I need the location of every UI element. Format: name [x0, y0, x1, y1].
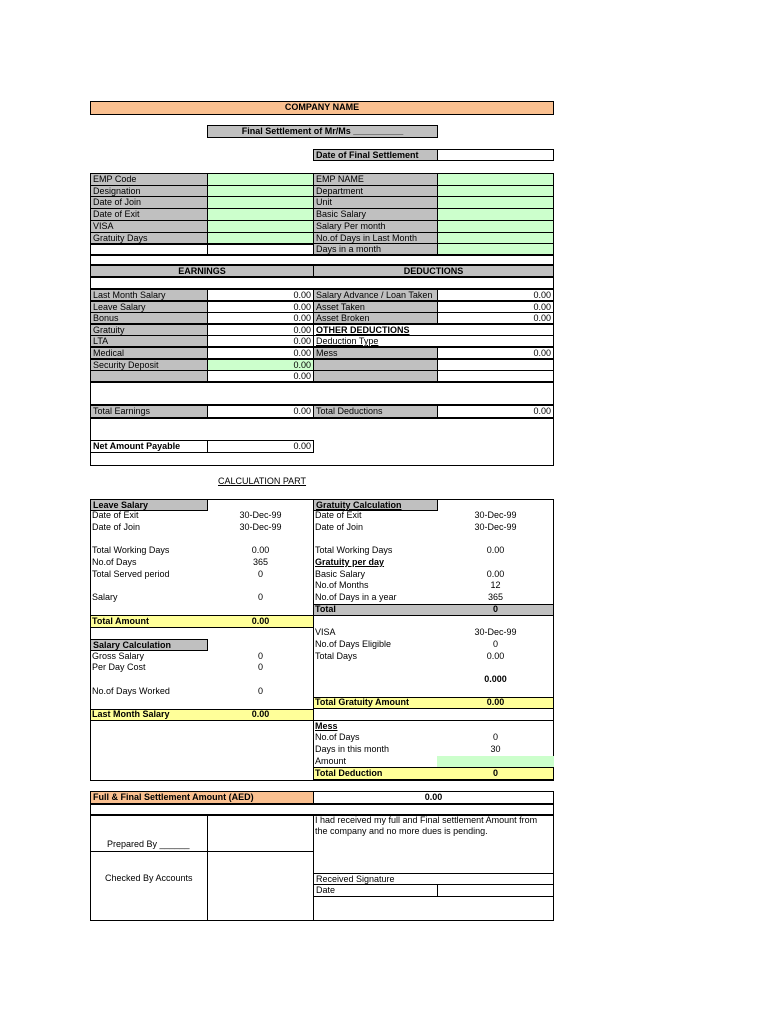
gratuity-row3-value: 0 [492, 639, 498, 649]
emp-field-label: Basic Salary [313, 208, 438, 221]
deduction-empty[interactable] [437, 370, 554, 382]
leave-row-label: Salary [92, 592, 118, 602]
emp-field-label: Gratuity Days [90, 232, 208, 245]
prepared-sign-box[interactable] [207, 815, 314, 852]
deduction-empty [313, 370, 438, 382]
gratuity-row-label: Total Working Days [315, 545, 393, 555]
gratuity-total-label: Total [315, 604, 336, 614]
salary-row-value: 0 [257, 686, 263, 696]
emp-field-label: Unit [313, 196, 438, 209]
settlement-title: Final Settlement of Mr/Ms __________ [207, 125, 438, 138]
date-label: Date [313, 884, 438, 897]
mess-row-label: Amount [315, 756, 347, 766]
deduction-value[interactable]: 0.00 [437, 312, 554, 324]
mess-label: Mess [313, 347, 438, 359]
gratuity-extra-value: 0.000 [484, 674, 507, 684]
calc-divider [313, 499, 314, 781]
emp-field-label: VISA [90, 220, 208, 233]
earning-value[interactable]: 0.00 [207, 312, 314, 324]
net-amount-label: Net Amount Payable [90, 440, 208, 453]
gratuity-row-value: 0.00 [486, 545, 505, 555]
earning-label: Medical [90, 347, 208, 359]
earning-label [90, 370, 208, 382]
date-final-settlement-input[interactable] [437, 149, 554, 161]
earning-label: Bonus [90, 312, 208, 324]
leave-row-value: 0 [257, 569, 263, 579]
checked-sign-box[interactable] [207, 851, 314, 921]
emp-field-label: Date of Exit [90, 208, 208, 221]
salary-calculation-heading: Salary Calculation [90, 639, 208, 651]
earning-label: Last Month Salary [90, 289, 208, 301]
mess-row-value: 0 [492, 732, 498, 742]
total-gratuity-label: Total Gratuity Amount [315, 697, 409, 707]
leave-row-label: Total Working Days [92, 545, 170, 555]
earning-value[interactable]: 0.00 [207, 289, 314, 301]
emp-field-label: No.of Days in Last Month [313, 232, 438, 245]
leave-row-value: 30-Dec-99 [239, 510, 282, 520]
total-deduction-label: Total Deduction [315, 768, 383, 778]
mess-divider [313, 720, 554, 721]
earning-label: Security Deposit [90, 359, 208, 371]
emp-field-label: Salary Per month [313, 220, 438, 233]
emp-field-label: Date of Join [90, 196, 208, 209]
last-month-salary-label: Last Month Salary [92, 709, 170, 719]
other-deductions-label: OTHER DEDUCTIONS [313, 324, 554, 336]
mess-row-value: 30 [490, 744, 501, 754]
earning-value[interactable]: 0.00 [207, 359, 314, 371]
gratuity-row3-label: No.of Days Eligible [315, 639, 392, 649]
mess-row-label: Days in this month [315, 744, 390, 754]
emp-field-label: Department [313, 185, 438, 198]
company-name: COMPANY NAME [90, 101, 554, 115]
checked-by-label: Checked By Accounts [105, 873, 193, 883]
earning-value[interactable]: 0.00 [207, 370, 314, 382]
total-deductions-label: Total Deductions [313, 405, 438, 418]
earning-value[interactable]: 0.00 [207, 324, 314, 336]
received-text-1: I had received my full and Final settlement Amount from [315, 815, 538, 825]
emp-field-label: EMP NAME [313, 173, 438, 186]
salary-row-label: Gross Salary [92, 651, 145, 661]
gratuity-row3-label: VISA [315, 627, 336, 637]
last-month-salary-value: 0.00 [251, 709, 270, 719]
earning-label: Gratuity [90, 324, 208, 336]
earning-value[interactable]: 0.00 [207, 335, 314, 347]
gratuity-row2-label: Basic Salary [315, 569, 366, 579]
gratuity-row-value: 30-Dec-99 [474, 522, 517, 532]
checked-box [90, 851, 208, 921]
mess-heading: Mess [315, 721, 338, 731]
received-text-2: the company and no more dues is pending. [315, 826, 488, 836]
deduction-type-label: Deduction Type [313, 335, 554, 347]
emp-field-label: Days in a month [313, 243, 438, 256]
spacer-row [90, 254, 554, 265]
spacer-row [90, 804, 554, 815]
gratuity-row-label: Date of Join [315, 522, 364, 532]
deductions-heading: DEDUCTIONS [313, 265, 554, 277]
leave-row-value: 365 [252, 557, 269, 567]
ffs-value: 0.00 [313, 791, 554, 804]
earning-label: LTA [90, 335, 208, 347]
gratuity-row3-label: Total Days [315, 651, 358, 661]
deduction-label: Asset Taken [313, 301, 438, 313]
emp-field-label: Designation [90, 185, 208, 198]
prepared-by-label: Prepared By ______ [107, 839, 190, 849]
gratuity-row2-value: 365 [487, 592, 504, 602]
gratuity-row-label: Date of Exit [315, 510, 362, 520]
total-earnings-label: Total Earnings [90, 405, 208, 418]
leave-row-value: 0 [257, 592, 263, 602]
deduction-value[interactable]: 0.00 [437, 301, 554, 313]
deduction-label: Asset Broken [313, 312, 438, 324]
total-gratuity-value: 0.00 [486, 697, 505, 707]
deduction-label: Salary Advance / Loan Taken [313, 289, 438, 301]
calculation-part-title: CALCULATION PART [218, 476, 307, 486]
leave-row-value: 30-Dec-99 [239, 522, 282, 532]
leave-row-value: 0.00 [251, 545, 270, 555]
net-amount-value: 0.00 [207, 440, 314, 453]
leave-row-label: Date of Join [92, 522, 141, 532]
gratuity-row2-label: No.of Days in a year [315, 592, 397, 602]
gratuity-per-day-label: Gratuity per day [315, 557, 385, 567]
salary-row-value: 0 [257, 662, 263, 672]
total-deduction-value: 0 [492, 768, 498, 778]
leave-row-label: Total Served period [92, 569, 170, 579]
earnings-heading: EARNINGS [90, 265, 314, 277]
earning-label: Leave Salary [90, 301, 208, 313]
gratuity-row3-value: 0.00 [486, 651, 505, 661]
gratuity-row2-label: No.of Months [315, 580, 369, 590]
mess-row-label: No.of Days [315, 732, 360, 742]
ffs-label: Full & Final Settlement Amount (AED) [90, 791, 314, 804]
leave-row-label: No.of Days [92, 557, 137, 567]
spacer-row [90, 277, 554, 289]
leave-salary-heading: Leave Salary [90, 499, 208, 511]
received-signature-label: Received Signature [313, 873, 554, 885]
emp-field-label: EMP Code [90, 173, 208, 186]
gratuity-calculation-heading: Gratuity Calculation [313, 499, 438, 511]
signature-space[interactable] [313, 896, 554, 921]
leave-row-label: Date of Exit [92, 510, 139, 520]
gratuity-row-value: 30-Dec-99 [474, 510, 517, 520]
earning-value[interactable]: 0.00 [207, 347, 314, 359]
total-amount-label-text: Total Amount [92, 616, 149, 626]
salary-row-label: No.of Days Worked [92, 686, 170, 696]
gratuity-row2-value: 12 [490, 580, 501, 590]
salary-row-value: 0 [257, 651, 263, 661]
salary-row-label: Per Day Cost [92, 662, 146, 672]
gratuity-row3-value: 30-Dec-99 [474, 627, 517, 637]
total-amount-value: 0.00 [251, 616, 270, 626]
date-final-settlement-label: Date of Final Settlement [313, 149, 438, 161]
total-earnings-value: 0.00 [207, 405, 314, 418]
deduction-value[interactable]: 0.00 [437, 289, 554, 301]
spacer-row [90, 382, 554, 405]
gratuity-total-value: 0 [492, 604, 498, 614]
total-deductions-value: 0.00 [437, 405, 554, 418]
gratuity-row2-value: 0.00 [486, 569, 505, 579]
earning-value[interactable]: 0.00 [207, 301, 314, 313]
mess-value[interactable]: 0.00 [437, 347, 554, 359]
